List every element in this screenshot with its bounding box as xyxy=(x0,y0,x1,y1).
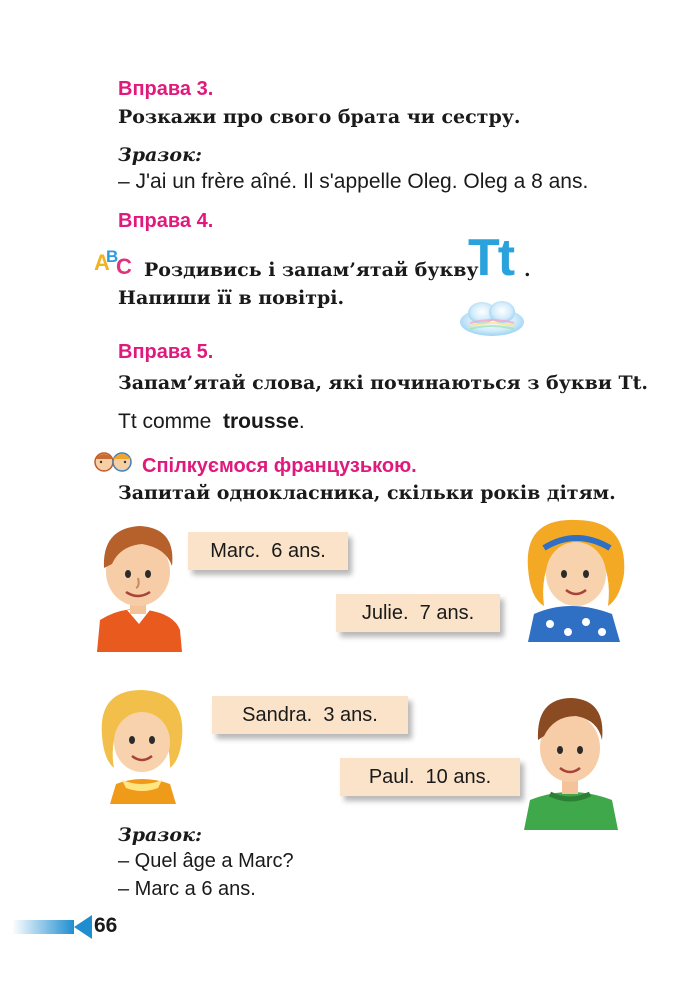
abc-letters-icon xyxy=(92,244,138,278)
letter-tt: Tt xyxy=(468,229,514,287)
exercise-4-line-1: Роздивись і запам’ятай букву xyxy=(144,259,479,281)
name-card-sandra: Sandra. 3 ans. xyxy=(212,696,408,734)
cloud-icon xyxy=(456,296,528,340)
example-line-2: – Marc a 6 ans. xyxy=(118,878,256,900)
example-label: Зразок: xyxy=(118,824,202,846)
name-card-julie: Julie. 7 ans. xyxy=(336,594,500,632)
page-number-bar xyxy=(12,920,74,934)
exercise-3-instruction: Розкажи про свого брата чи сестру. xyxy=(118,106,521,128)
phrase-prefix: Tt comme xyxy=(118,410,212,433)
name-card-paul: Paul. 10 ans. xyxy=(340,758,520,796)
phrase-suffix: . xyxy=(298,410,305,433)
exercise-5-title: Вправа 5. xyxy=(118,341,214,363)
exercise-5-line-1: Запам’ятай слова, які починаються з букви Tt. xyxy=(118,372,649,394)
exercise-3-sample-line: – J'ai un frère aîné. Il s'appelle Oleg. Oleg a 8 ans. xyxy=(118,170,589,193)
svg-text:B: B xyxy=(106,247,119,266)
boy-paul-illustration xyxy=(520,690,622,830)
svg-text:C: C xyxy=(116,254,132,278)
name-card-marc: Marc. 6 ans. xyxy=(188,532,348,570)
exercise-3-title: Вправа 3. xyxy=(118,78,214,100)
letter-period: . xyxy=(524,259,531,281)
speak-french-instruction: Запитай однокласника, скільки років дітям. xyxy=(118,482,616,504)
talking-kids-icon xyxy=(92,449,136,473)
girl-julie-illustration xyxy=(520,514,632,642)
example-line-1: – Quel âge a Marc? xyxy=(118,850,294,872)
page-arrow-icon xyxy=(74,915,92,939)
boy-marc-illustration xyxy=(92,520,187,652)
exercise-4-line-2: Напиши її в повітрі. xyxy=(118,287,345,309)
speak-french-title: Спілкуємося французькою. xyxy=(142,455,417,477)
exercise-5-phrase xyxy=(118,410,305,434)
girl-sandra-illustration xyxy=(92,684,192,804)
svg-text:A: A xyxy=(94,250,110,275)
exercise-3-sample-label: Зразок: xyxy=(118,144,202,166)
phrase-word-trousse: trousse xyxy=(223,410,299,433)
exercise-4-title: Вправа 4. xyxy=(118,210,214,232)
page-number: 66 xyxy=(94,914,118,937)
